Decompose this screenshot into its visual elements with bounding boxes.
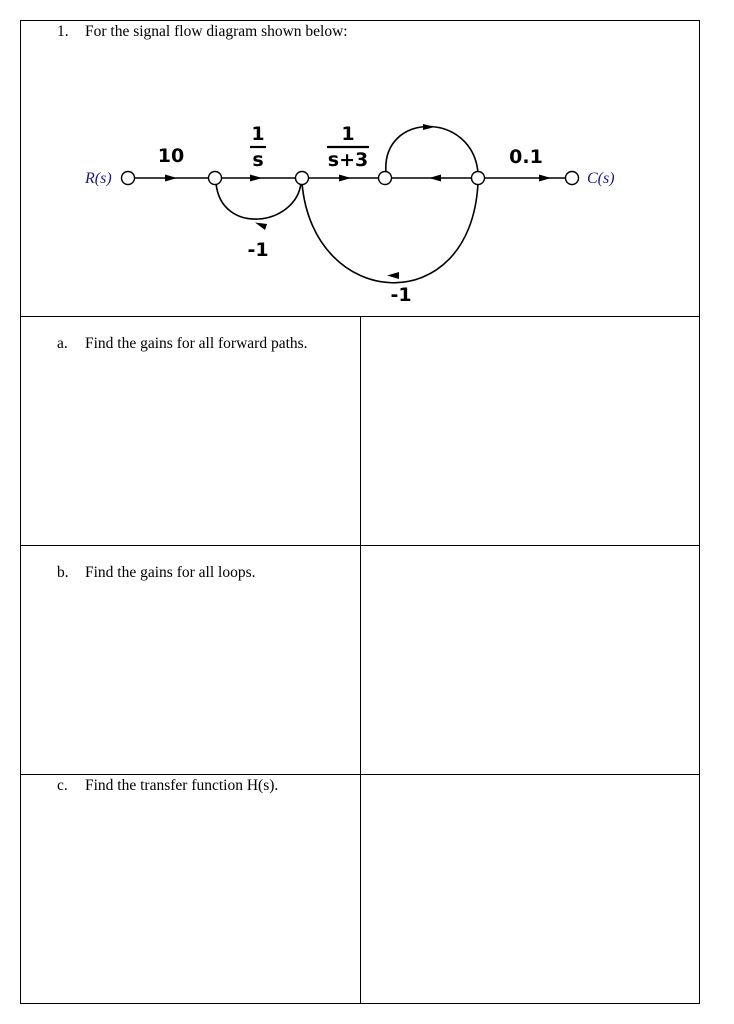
upper-loop [386,127,478,174]
question-prompt: For the signal flow diagram shown below: [85,23,348,40]
node-2 [209,172,222,185]
part-b-question [57,564,256,582]
question-header-row [21,21,699,317]
arrow-head [255,223,267,231]
part-a-answer-cell [361,317,699,545]
part-b-answer-cell [361,546,699,774]
part-letter: b. [57,564,69,581]
gain-1-over-s-plus-3-numerator: 1 [341,123,355,145]
part-b-question-cell [21,546,361,774]
arrow-head [423,124,435,130]
part-c-answer-cell [361,775,699,1003]
input-signal-label: R(s) [85,170,112,187]
signal-flow-diagram [21,21,699,315]
gain-10-label: 10 [157,145,185,167]
worksheet-table [20,20,700,1004]
arrow-head [250,175,262,182]
node-3 [296,172,309,185]
inner-feedback-loop [216,183,301,219]
arrow-head [429,175,441,182]
part-letter: a. [57,335,68,352]
arrow-head [539,175,551,182]
part-c-row [21,775,699,1003]
part-a-question [57,335,308,353]
output-signal-label: C(s) [587,170,615,187]
node-output [566,172,579,185]
gain-1-over-s-plus-3-denominator: s+3 [327,149,369,171]
gain-1-over-s-numerator: 1 [251,123,265,145]
node-5 [472,172,485,185]
part-a-question-cell [21,317,361,545]
part-text: Find the gains for all forward paths. [85,335,308,352]
outer-feedback-loop [302,183,478,283]
part-text: Find the transfer function H(s). [85,777,279,794]
gain-0-1-label: 0.1 [509,146,543,168]
part-a-row [21,317,699,546]
outer-feedback-gain-label: -1 [390,284,412,306]
question-number: 1. [57,23,69,40]
arrow-head [387,272,399,279]
node-4 [379,172,392,185]
part-text: Find the gains for all loops. [85,564,256,581]
part-c-question [57,777,278,795]
part-b-row [21,546,699,775]
arrow-head [165,175,177,182]
inner-feedback-gain-label: -1 [247,239,269,261]
gain-1-over-s-denominator: s [252,149,264,171]
arrow-head [339,175,351,182]
part-letter: c. [57,777,68,794]
node-input [122,172,135,185]
part-c-question-cell [21,775,361,1003]
